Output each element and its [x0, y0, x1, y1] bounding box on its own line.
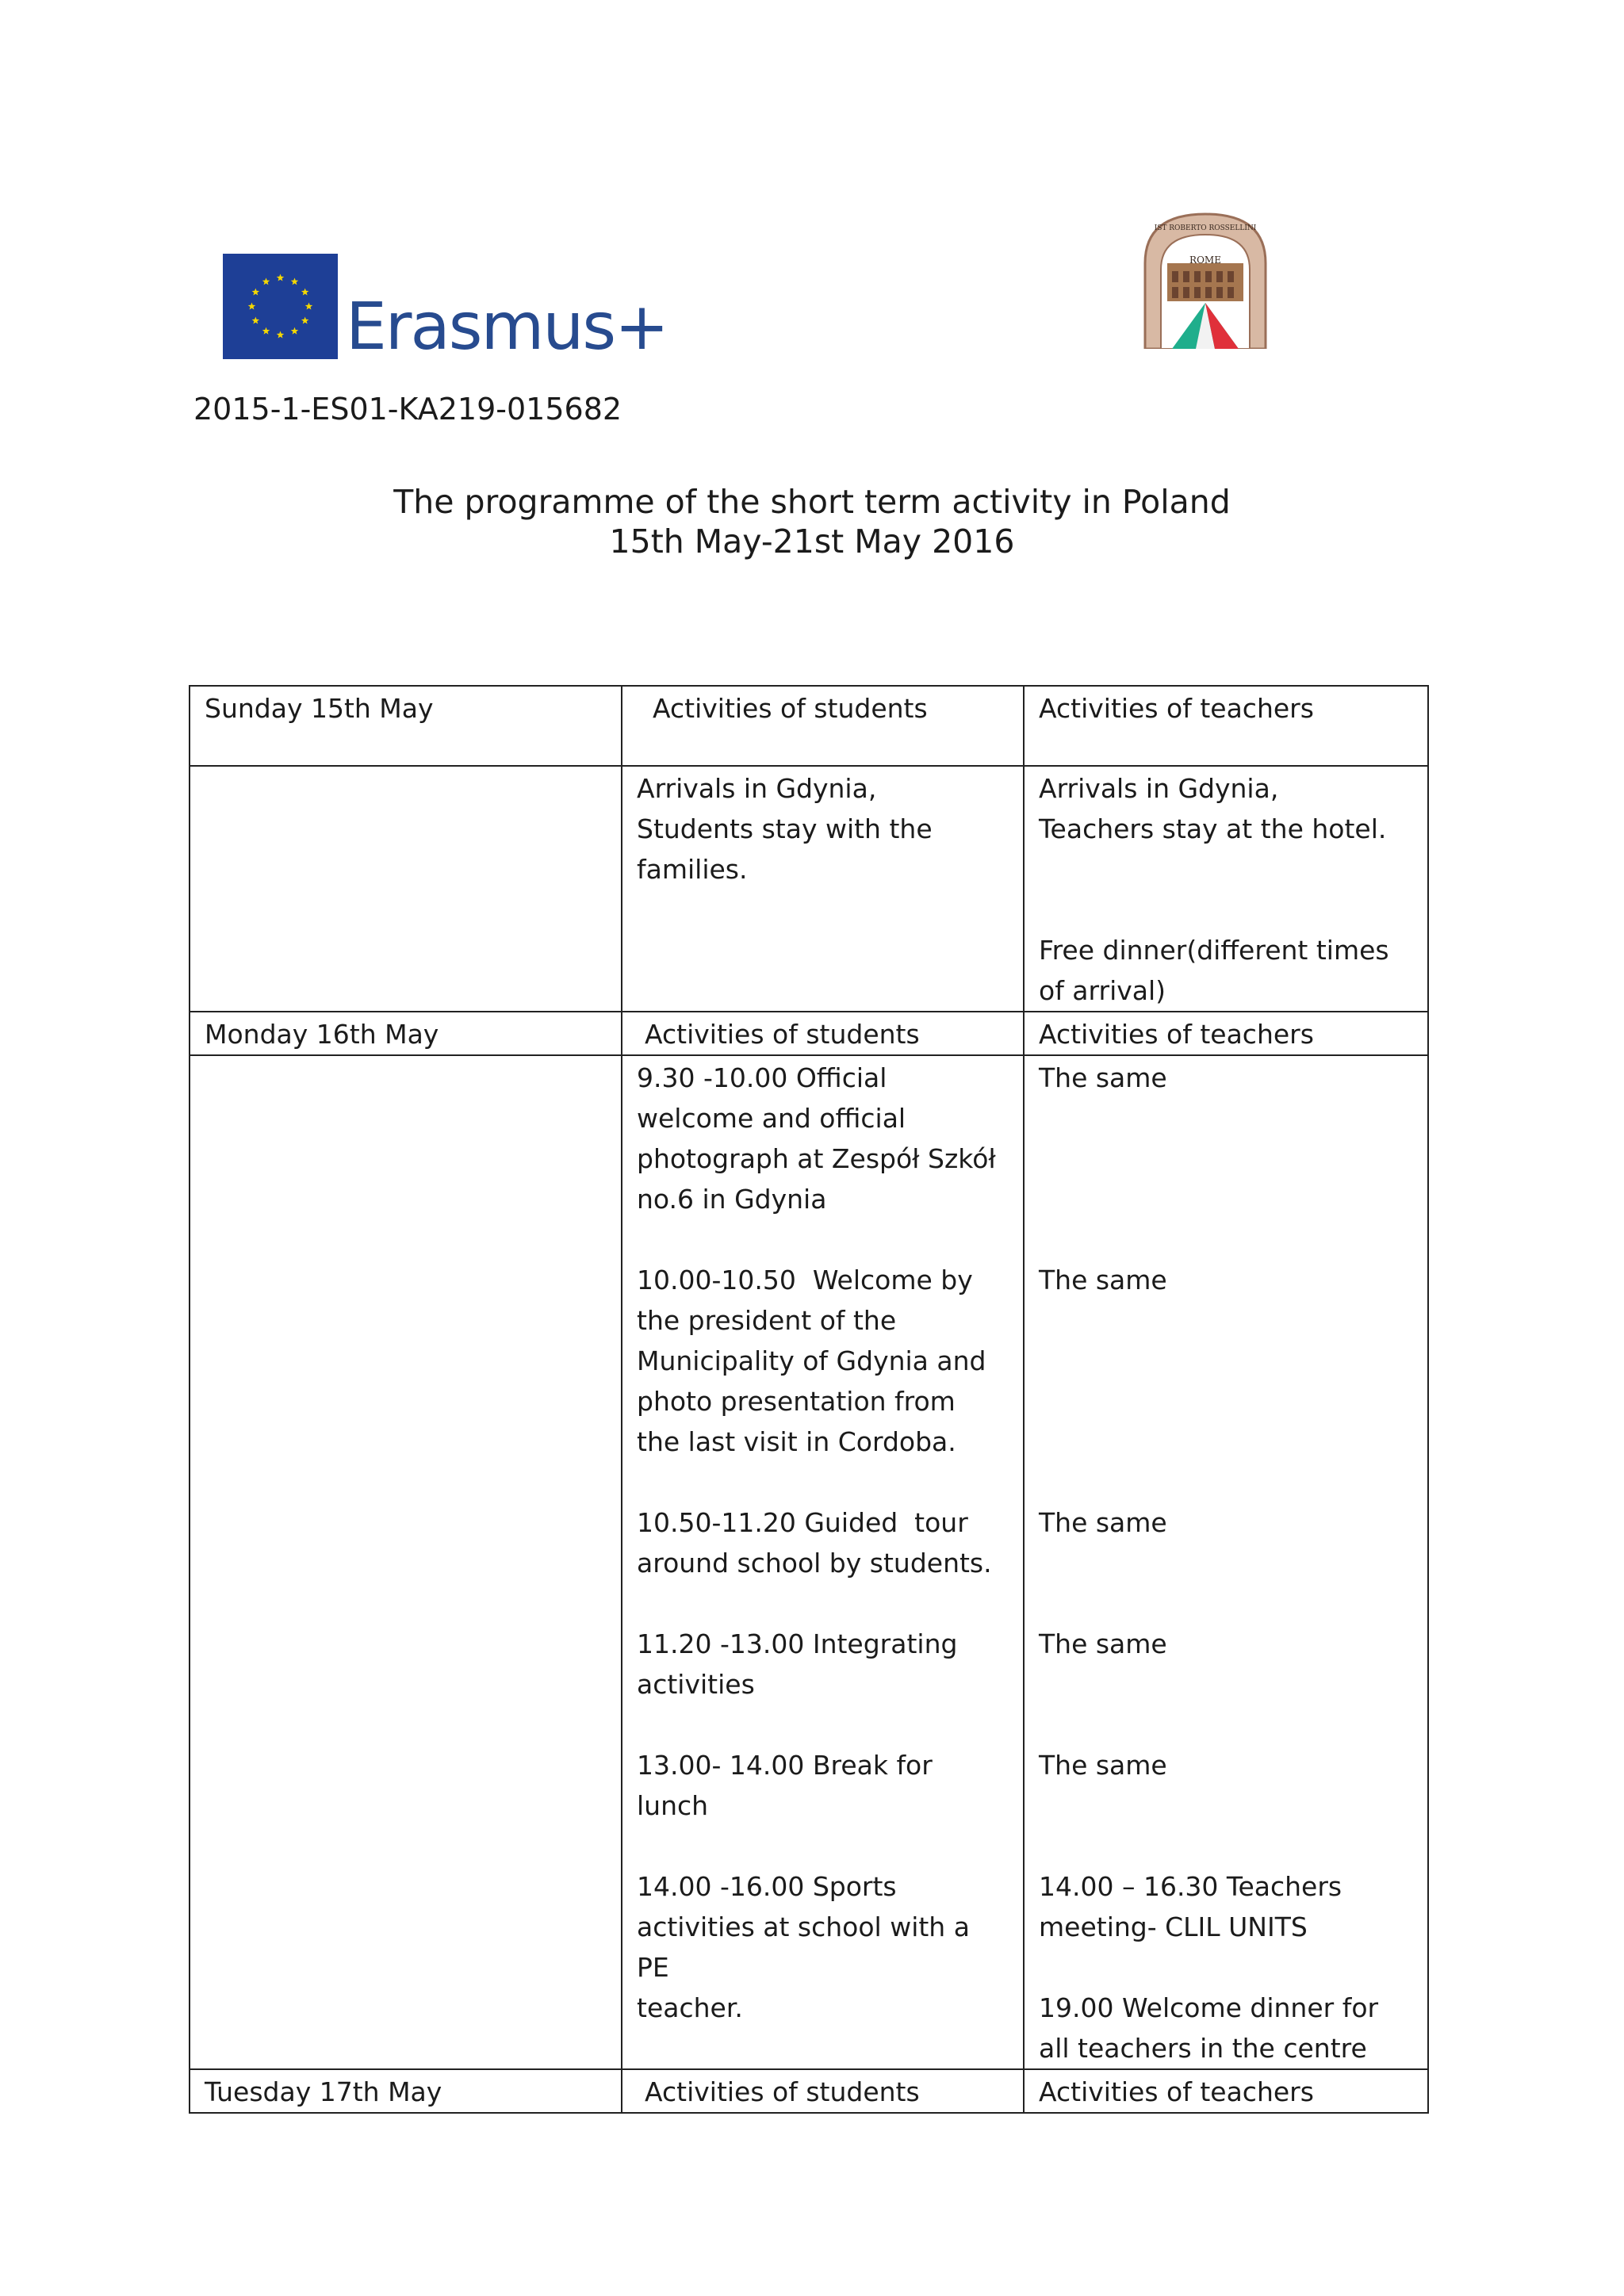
activity-line: Arrivals in Gdynia, — [1039, 773, 1279, 804]
day-cell-sunday: Sunday 15th May — [190, 686, 622, 766]
day-cell-tuesday: Tuesday 17th May — [190, 2069, 622, 2113]
activity-line: 14.00 – 16.30 Teachers — [1039, 1871, 1342, 1902]
students-activities-monday — [622, 1055, 1024, 2069]
empty-day-cell — [190, 1055, 622, 2069]
activity-line: 13.00- 14.00 Break for — [637, 1750, 933, 1781]
blank-line — [1039, 1462, 1413, 1502]
activity-line: activities — [637, 1669, 755, 1700]
blank-line — [1039, 849, 1413, 890]
activity-line: welcome and official — [637, 1103, 906, 1134]
students-header-monday: Activities of students — [622, 1012, 1024, 1055]
empty-day-cell — [190, 766, 622, 1012]
blank-line — [1039, 1341, 1413, 1381]
activity-line: the last visit in Cordoba. — [637, 1426, 956, 1457]
day-cell-monday: Monday 16th May — [190, 1012, 622, 1055]
blank-line — [637, 1583, 1009, 1624]
activity-line: around school by students. — [637, 1548, 992, 1578]
eu-star — [277, 331, 285, 339]
eu-star — [277, 274, 285, 281]
school-crest-logo — [1137, 208, 1274, 349]
students-activities-sunday — [622, 766, 1024, 1012]
table-row-sunday-header — [190, 686, 1428, 766]
eu-star — [305, 303, 313, 310]
crest-banner-text: IST ROBERTO ROSSELLINI — [1154, 224, 1257, 232]
blank-line — [1039, 1785, 1413, 1826]
activity-line: 11.20 -13.00 Integrating — [637, 1628, 958, 1659]
activity-line: families. — [637, 854, 748, 885]
programme-table — [189, 685, 1429, 2114]
eu-star — [252, 317, 260, 324]
activity-line: no.6 in Gdynia — [637, 1184, 827, 1215]
table-row-tuesday-header — [190, 2069, 1428, 2113]
table-row-monday-header — [190, 1012, 1428, 1055]
blank-line — [1039, 1543, 1413, 1583]
activity-line: the president of the — [637, 1305, 897, 1336]
teachers-activities-sunday — [1024, 766, 1428, 1012]
eu-stars-icon — [223, 254, 338, 359]
document-title — [0, 482, 1624, 561]
eu-star — [291, 327, 299, 335]
blank-line — [1039, 1098, 1413, 1138]
blank-line — [637, 1219, 1009, 1260]
teachers-activities-monday — [1024, 1055, 1428, 2069]
eu-star — [301, 289, 309, 296]
activity-line: teacher. — [637, 1992, 743, 2023]
activity-line: 9.30 -10.00 Official — [637, 1062, 887, 1093]
blank-line — [1039, 1705, 1413, 1745]
eu-star — [291, 277, 299, 285]
eu-star — [262, 327, 270, 335]
project-code: 2015-1-ES01-KA219-015682 — [193, 392, 622, 427]
blank-line — [1039, 1381, 1413, 1422]
blank-line — [1039, 1664, 1413, 1705]
activity-line: Municipality of Gdynia and — [637, 1345, 986, 1376]
activity-line: Free dinner(different times — [1039, 935, 1389, 966]
blank-line — [1039, 1826, 1413, 1866]
blank-line — [637, 1705, 1009, 1745]
students-header-sunday: Activities of students — [622, 686, 1024, 766]
activity-line: The same — [1039, 1507, 1167, 1538]
activity-line: activities at school with a PE — [637, 1911, 979, 1983]
teachers-header-monday: Activities of teachers — [1024, 1012, 1428, 1055]
students-header-tuesday: Activities of students — [622, 2069, 1024, 2113]
eu-flag-logo — [223, 254, 338, 359]
blank-line — [1039, 1583, 1413, 1624]
table-row-sunday-content — [190, 766, 1428, 1012]
title-line-2: 15th May-21st May 2016 — [609, 522, 1015, 561]
teachers-header-tuesday: Activities of teachers — [1024, 2069, 1428, 2113]
teachers-header-sunday: Activities of teachers — [1024, 686, 1428, 766]
blank-line — [637, 1462, 1009, 1502]
activity-line: photo presentation from — [637, 1386, 956, 1417]
activity-line: meeting- CLIL UNITS — [1039, 1911, 1308, 1942]
blank-line — [1039, 1300, 1413, 1341]
table-row-monday-content — [190, 1055, 1428, 2069]
eu-star — [262, 277, 270, 285]
activity-line: all teachers in the centre — [1039, 2033, 1367, 2064]
eu-star — [301, 317, 309, 324]
blank-line — [1039, 1138, 1413, 1179]
activity-line: The same — [1039, 1628, 1167, 1659]
activity-line: 10.50-11.20 Guided tour — [637, 1507, 968, 1538]
activity-line: photograph at Zespół Szkół — [637, 1143, 996, 1174]
activity-line: 19.00 Welcome dinner for — [1039, 1992, 1379, 2023]
activity-line: of arrival) — [1039, 975, 1166, 1006]
erasmus-logo-text: Erasmus+ — [346, 289, 668, 365]
activity-line: The same — [1039, 1062, 1167, 1093]
blank-line — [1039, 1947, 1413, 1988]
blank-line — [1039, 1219, 1413, 1260]
activity-line: Teachers stay at the hotel. — [1039, 813, 1387, 844]
activity-line: Students stay with the — [637, 813, 933, 844]
crest-rome-text: ROME — [1189, 254, 1221, 266]
eu-star — [248, 303, 256, 310]
activity-line: 14.00 -16.00 Sports — [637, 1871, 897, 1902]
activity-line: The same — [1039, 1750, 1167, 1781]
eu-star — [252, 289, 260, 296]
blank-line — [637, 1826, 1009, 1866]
activity-line: The same — [1039, 1265, 1167, 1295]
blank-line — [1039, 1422, 1413, 1462]
blank-line — [1039, 890, 1413, 930]
activity-line: Arrivals in Gdynia, — [637, 773, 877, 804]
activity-line: lunch — [637, 1790, 709, 1821]
title-line-1: The programme of the short term activity in Poland — [393, 483, 1231, 521]
activity-line: 10.00-10.50 Welcome by — [637, 1265, 973, 1295]
blank-line — [1039, 1179, 1413, 1219]
